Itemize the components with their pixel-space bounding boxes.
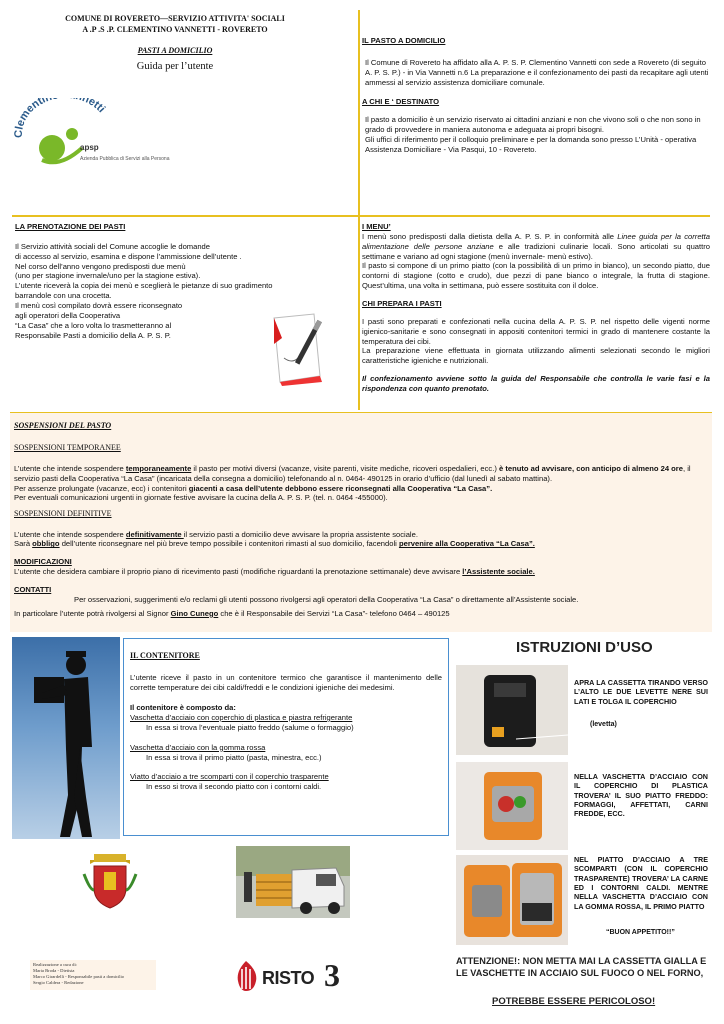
apsp-logo-graphic — [14, 98, 184, 170]
apsp-logo — [14, 98, 184, 170]
temp-t1d: è tenuto ad avvisare, con anticipo di almeno 24 ore — [498, 463, 683, 473]
istruzioni-warning-danger: POTREBBE ESSERE PERICOLOSO! — [492, 996, 656, 1007]
credits-l1: Realizzazione a cura di: — [33, 962, 77, 967]
svg-text:Clementino Vannetti — [14, 98, 107, 138]
temp-t1e: , il servizio pasti della Cooperativa “La Casa” (incaricata della consegna a domicilio) telefonando al n. 0464- 490125 in orario d’ufficio (dal lunedì al sabato mattina). — [14, 463, 691, 483]
header-line1: COMUNE DI ROVERETO—SERVIZIO ATTIVITA' SOCIALI — [65, 14, 285, 23]
prenotazione-l5: L’utente riceverà la copia dei menù e sceglierà le pietanze di suo gradimento — [15, 281, 273, 291]
prepara-p3: Il confezionamento avviene sotto la guida del Responsabile che controlla le varie fasi e la rispondenza con quanto prenotato. — [362, 374, 710, 394]
istruzioni-step3-note: “BUON APPETITO!!” — [606, 929, 675, 936]
credits-l2: Maria Broda - Dietista — [33, 967, 75, 973]
contenitore-item2-desc: In essa si trova il primo piatto (pasta, minestra, ecc.) — [146, 752, 322, 762]
def-d2a: Sarà — [14, 539, 33, 549]
header-line3: PASTI A DOMICILIO — [137, 45, 213, 55]
temp-t2a: Per assenze prolungate (vacanze, ecc) i contenitori — [14, 483, 189, 493]
menu-p1c: e alle tradizioni culinarie locali. Sono articolati su quattro settimane e variano ad ogni stagione (menù invernale- menù estivo). — [362, 241, 710, 261]
temp-title: SOSPENSIONI TEMPORANEE — [14, 443, 121, 453]
contatti-title: CONTATTI — [14, 585, 52, 595]
menu-p1b: Linee guida per la corretta alimentazione delle persone anziane — [362, 231, 711, 251]
divider-top — [358, 10, 360, 215]
credits — [30, 960, 156, 990]
divider-mid — [12, 215, 710, 217]
contenitore-item2: Vaschetta d’acciaio con la gomma rossa — [130, 742, 266, 752]
menu-section — [362, 222, 710, 394]
contenitore-item3: Viatto d’acciaio a tre scomparti con il coperchio trasparente — [130, 772, 329, 782]
contatti-c2c: che è il Responsabile dei Servizi “La Casa”- telefono 0464 – 490125 — [218, 608, 450, 618]
logo-arc-text: lementi netti — [14, 98, 108, 131]
sospensioni-title: SOSPENSIONI DEL PASTO — [14, 421, 112, 430]
temp-t1a: L’utente che intende sospendere — [14, 463, 126, 473]
prenotazione-l10: Responsabile Pasti a domicilio della A. P. S. P. — [15, 330, 171, 340]
temp-t3: Per eventuali comunicazioni urgenti in giornate festive avvisare la cucina della A. P. S. P. (tel. n. 0464 -455000). — [14, 493, 388, 503]
mod-m1b: l’Assistente sociale. — [462, 567, 535, 577]
prenotazione-l4: (uno per stagione invernale/uno per la stagione estiva). — [15, 271, 201, 281]
prenotazione-l6: barrandole con una crocetta. — [15, 291, 112, 301]
istruzioni-title: ISTRUZIONI D’USO — [516, 639, 653, 656]
prenotazione-l9: “La Casa” che a loro volta lo trasmetteranno al — [15, 320, 172, 330]
pasto-p1: Il Comune di Rovereto ha affidato alla A. P. S. P. Clementino Vannetti con sede a Rovereto (di seguito A. P. S. P.) - in Via Vannetti n.6 La preparazione e il confezionamento dei pasti da recapitare agli utenti ammessi al servizio assistenza domiciliare comunale. — [365, 57, 709, 87]
header-line4: Guida per l’utente — [136, 61, 214, 73]
destinato-p2: Gli uffici di riferimento per il colloquio preliminare e per la domanda sono presso L’Unità - operativa Assistenza Domiciliare - Via Pasqui, 10 - Rovereto. — [365, 135, 697, 154]
delivery-silhouette-image — [12, 637, 120, 839]
menu-p1a: I menù sono predisposti dalla dietista della A. P. S. P. in conformità alle — [362, 231, 618, 241]
divider-mid-vertical — [358, 215, 360, 410]
mod-title: MODIFICAZIONI — [14, 557, 72, 567]
contenitore-item1: Vaschetta d’acciaio con coperchio di plastica e piastra refrigerante — [130, 712, 353, 722]
temp-t1b: temporaneamente — [125, 463, 192, 473]
sospensioni-section — [10, 412, 712, 632]
contenitore-p1: L’utente riceve il pasto in un contenitore termico che garantisce il mantenimento delle corrette temperature dei cibi caldi/freddi e le condizioni igieniche dei medesimi. — [130, 673, 442, 693]
header-line2: A .P .S .P. CLEMENTINO VANNETTI - ROVERETO — [82, 24, 268, 34]
def-title: SOSPENSIONI DEFINITIVE — [14, 509, 112, 519]
temp-t1c: il pasto per motivi diversi (vacanze, visite parenti, visite mediche, ricoveri ospedalieri, ecc.) — [191, 463, 499, 473]
prenotazione-l3: Nel corso dell’anno vengono predisposti due menù — [15, 261, 186, 271]
pen-paper-icon — [270, 310, 336, 386]
header — [30, 14, 320, 75]
contenitore-section — [123, 638, 449, 836]
temp-t2b: giacenti a casa dell’utente debbono essere riconsegnati alla Cooperativa “La Casa”. — [188, 483, 493, 493]
rovereto-coat-of-arms — [80, 850, 140, 910]
prepara-title: CHI PREPARA I PASTI — [362, 299, 442, 309]
istruzioni-step1-text: APRA LA CASSETTA TIRANDO VERSO L’ALTO LE DUE LEVETTE NERE SUI LATI E TOLGA IL COPERCHIO — [574, 678, 708, 706]
def-d2d: pervenire alla Cooperativa “La Casa”. — [398, 539, 535, 549]
prenotazione-l1: Il Servizio attività sociali del Comune accoglie le domande — [15, 241, 211, 251]
contatti-c2b: Gino Cunego — [170, 608, 219, 618]
prenotazione-l2: di accesso al servizio, esamina e dispone l’ammissione dell’utente . — [15, 251, 242, 261]
credits-l4: Sergio Caldera - Redazione — [33, 979, 84, 985]
delivery-van-photo — [236, 846, 350, 918]
def-d1b: definitivamente — [125, 529, 184, 539]
istruzioni-step3-text: NEL PIATTO D’ACCIAIO A TRE SCOMPARTI (CON IL COPERCHIO TRASPARENTE) TROVERA’ LA CARNE ED I CONTORNI CALDI. MENTRE NELLA VASCHETTA D’ACCIAIO CON LA GOMMA ROSSA, IL PRIMO PIATTO — [574, 855, 708, 911]
prenotazione-l8: agli operatori della Cooperativa — [15, 310, 121, 320]
def-d1a: L’utente che intende sospendere — [14, 529, 126, 539]
risto3-logo — [232, 955, 350, 995]
contenitore-item1-desc: In essa si trova l’eventuale piatto freddo (salume o formaggio) — [146, 722, 354, 732]
credits-l3: Marco Girardelli - Responsabile pasti a domicilio — [33, 973, 125, 979]
istruzioni-step1-photo — [456, 665, 568, 755]
prepara-p1: I pasti sono preparati e confezionati nella cucina della A. P. S. P. nel rispetto delle vigenti norme igienico-sanitarie e sono consegnati in appositi contenitori termici in grado di mantenere costante la temperatura dei cibi. — [362, 316, 710, 346]
menu-title: I MENU’ — [362, 222, 391, 231]
prenotazione-title: LA PRENOTAZIONE DEI PASTI — [15, 222, 126, 231]
istruzioni-warning: ATTENZIONE!: NON METTA MAI LA CASSETTA GIALLA E LE VASCHETTE IN ACCIAIO SUL FUOCO O NEL FORNO, — [456, 956, 707, 979]
risto3-flame-icon — [232, 959, 260, 993]
def-d2b: obbligo — [32, 539, 60, 549]
destinato-p1: Il pasto a domicilio è un servizio riservato ai cittadini anziani e non che vivono soli o che non sono in grado di provvedere in maniera autonoma e adeguata ai propri bisogni. — [365, 115, 701, 135]
istruzioni-step3-photo — [456, 855, 568, 945]
risto3-number: 3 — [324, 957, 340, 993]
istruzioni-step2-photo — [456, 762, 568, 850]
prenotazione-l7: Il menù così compilato dovrà essere riconsegnato — [15, 301, 183, 311]
istruzioni-step2-text: NELLA VASCHETTA D’ACCIAIO CON IL COPERCHIO DI PLASTICA TROVERA’ IL SUO PIATTO FREDDO: FORMAGGI, AFFETTATI, CARNI FREDDE, ECC. — [574, 772, 708, 819]
menu-p2: Il pasto si compone di un primo piatto (con la possibilità di un primo in bianco), un secondo piatto, due contorni di stagione (cotto e crudo), due pezzi di pane bianco o integrale, la frutta di stagione. Quest’ultima, una volta in settimana, può essere sostituita con il dolce. — [362, 261, 710, 291]
def-d2c: dell’utente riconsegnare nel più breve tempo possibile i contenitori rimasti al suo domicilio, facendoli — [59, 539, 399, 549]
pasto-title: IL PASTO A DOMICILIO — [362, 36, 446, 45]
contenitore-item3-desc: In esso si trova il secondo piatto con i contorni caldi. — [146, 782, 322, 792]
contatti-c2a: In particolare l’utente potrà rivolgersi al Signor — [14, 608, 171, 618]
logo-abbr: apsp — [80, 143, 99, 152]
pasto-section — [362, 36, 712, 155]
contenitore-heading: Il contenitore è composto da: — [130, 703, 236, 713]
contenitore-title: IL CONTENITORE — [130, 651, 200, 660]
risto3-label: RISTO — [262, 968, 315, 988]
logo-caption: Azienda Pubblica di Servizi alla Persona — [80, 156, 170, 162]
prepara-p2: La preparazione viene effettuata in giornata utilizzando alimenti selezionati secondo le migliori caratteristiche igieniche e nutrizionali. — [362, 346, 710, 366]
contatti-c1: Per osservazioni, suggerimenti e/o reclami gli utenti possono rivolgersi agli operatori della Cooperativa “La Casa” o direttamente all’Assistente sociale. — [74, 594, 579, 604]
mod-m1a: L’utente che desidera cambiare il proprio piano di ricevimento pasti (modifiche riguardanti la prenotazione settimanale) deve avvisare — [14, 567, 463, 577]
def-d1c: il servizio pasti a domicilio deve avvisare la propria assistente sociale. — [183, 529, 418, 539]
istruzioni-step1-note: (levetta) — [590, 721, 617, 728]
destinato-title: A CHI E ‘ DESTINATO — [362, 97, 440, 107]
